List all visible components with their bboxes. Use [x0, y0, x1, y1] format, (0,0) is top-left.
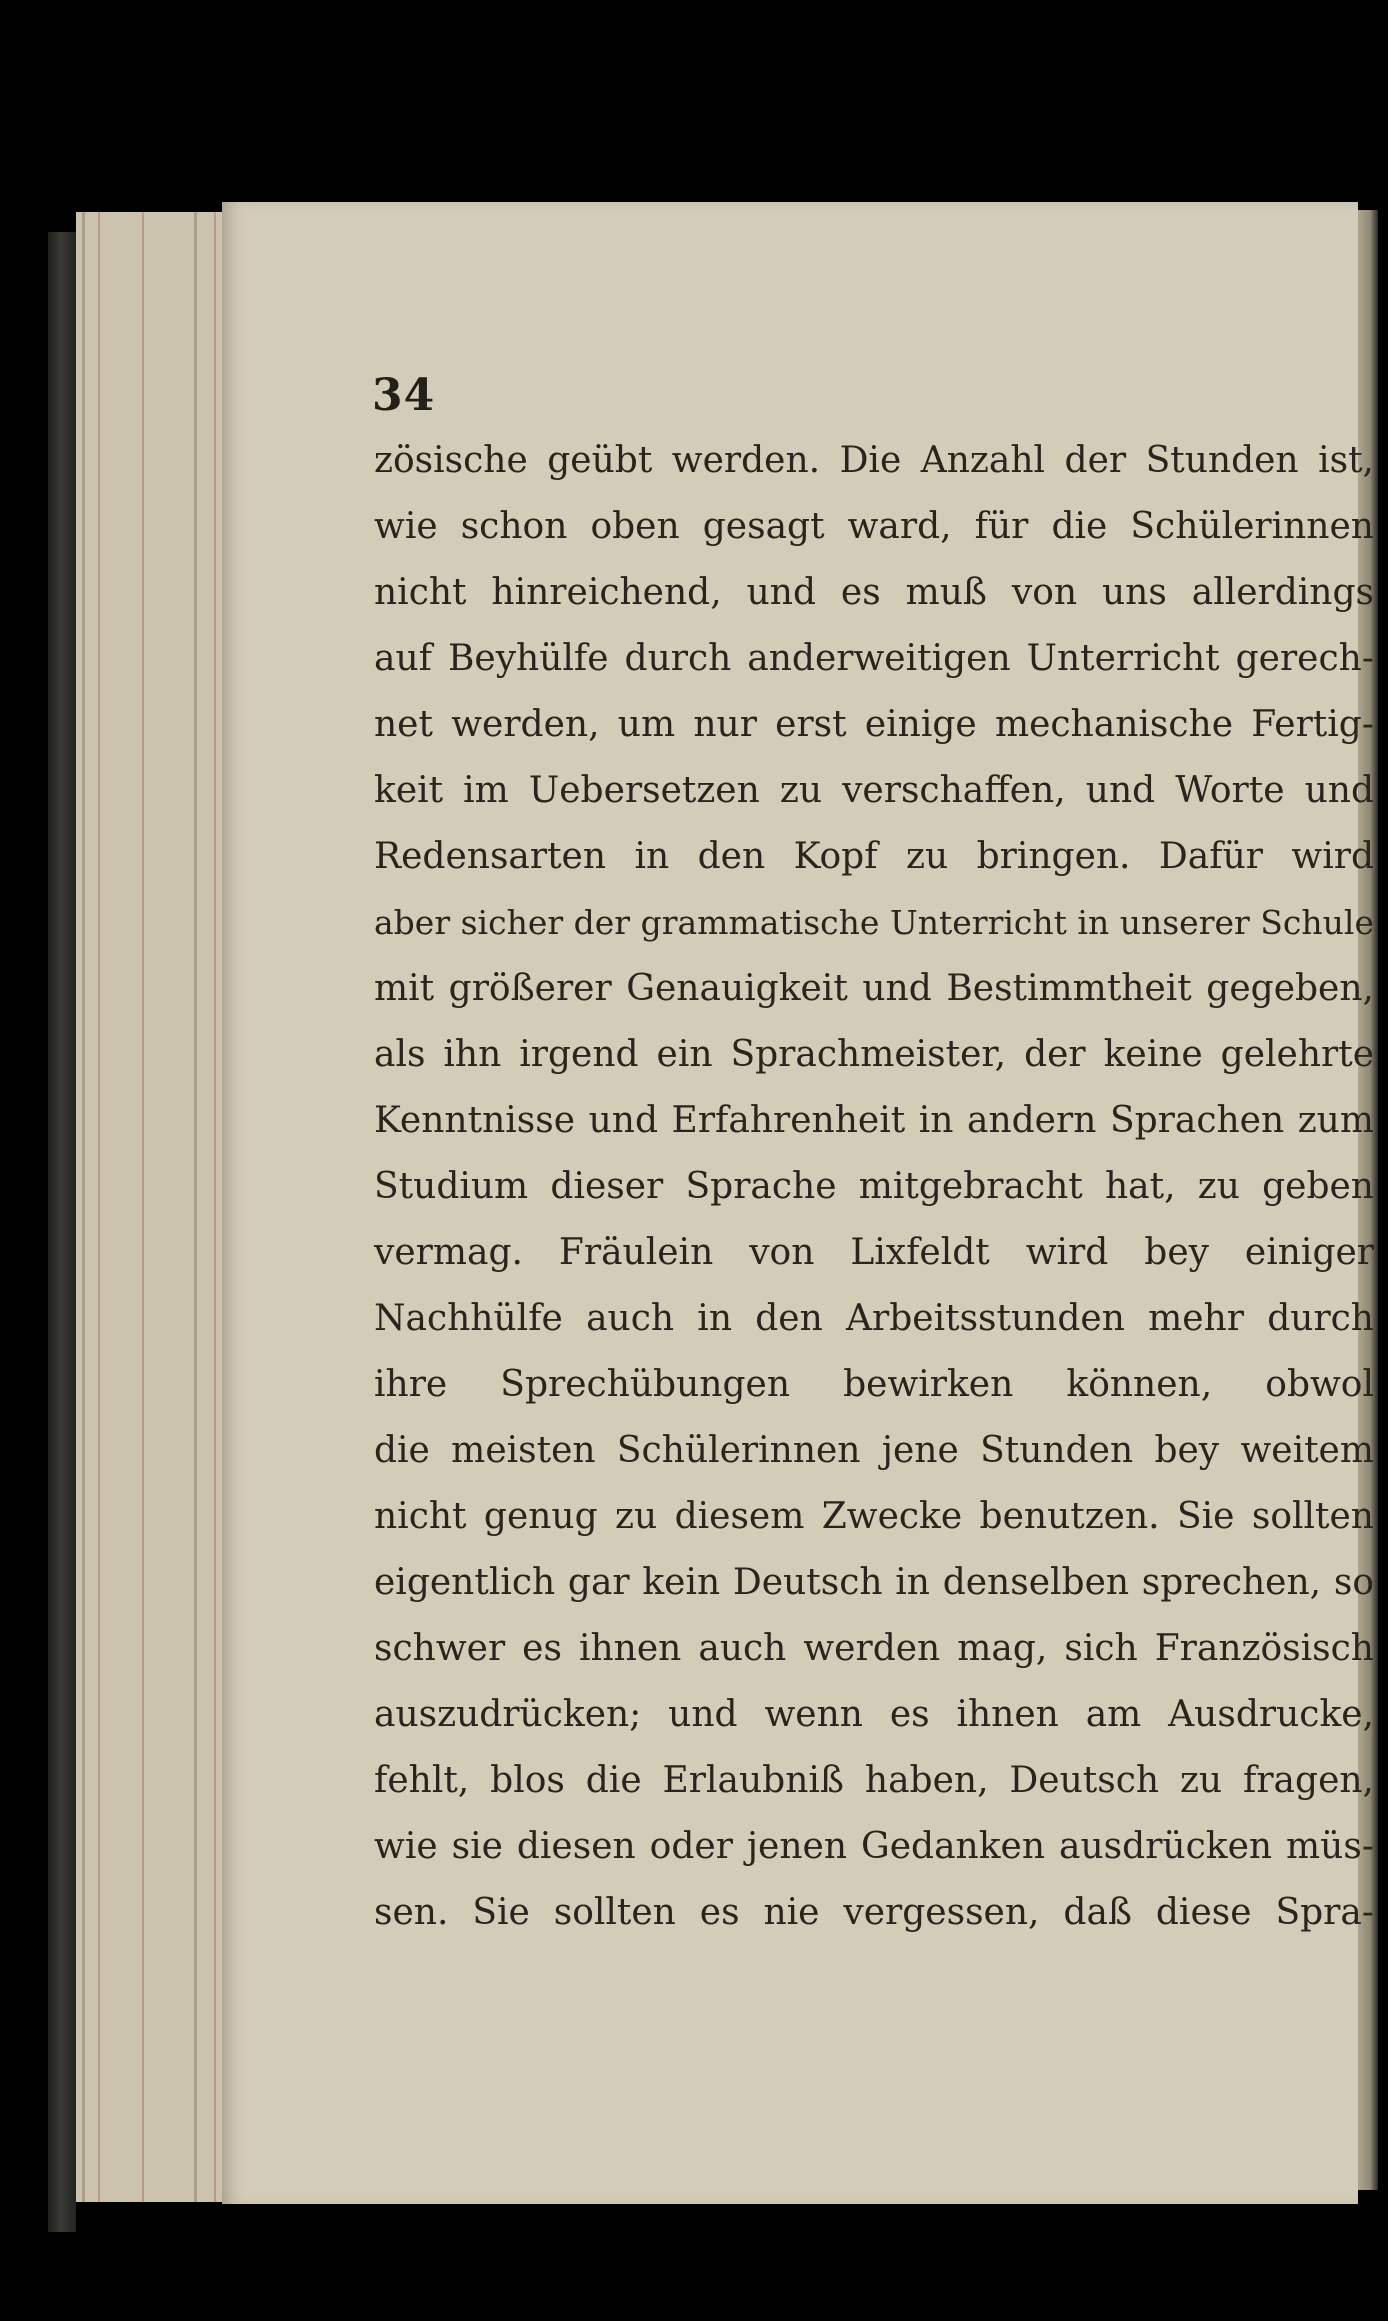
text-line: schwer es ihnen auch werden mag, sich Französisch [374, 1628, 1374, 1669]
book-spine [48, 232, 76, 2232]
text-line: keit im Uebersetzen zu verschaffen, und Worte und [374, 770, 1374, 811]
page-edge-line [142, 212, 144, 2202]
page-edge-shadow [194, 212, 197, 2202]
text-line: nicht hinreichend, und es muß von uns allerdings [374, 572, 1374, 613]
page-edge-line [214, 212, 216, 2202]
text-line: aber sicher der grammatische Unterricht in unserer Schule [374, 903, 1374, 942]
text-line: zösische geübt werden. Die Anzahl der Stunden ist, [374, 440, 1374, 481]
text-line: nicht genug zu diesem Zwecke benutzen. Sie sollten [374, 1496, 1374, 1537]
text-line: wie schon oben gesagt ward, für die Schülerinnen [374, 506, 1374, 547]
text-line: als ihn irgend ein Sprachmeister, der keine gelehrte [374, 1034, 1374, 1075]
book-page [222, 202, 1374, 2204]
text-line: auszudrücken; und wenn es ihnen am Ausdrucke, [374, 1694, 1374, 1735]
text-line: net werden, um nur erst einige mechanische Fertig- [374, 704, 1374, 745]
text-line: Redensarten in den Kopf zu bringen. Dafür wird [374, 836, 1374, 877]
page-edge-line [98, 212, 100, 2202]
page-edge-shadow [82, 212, 85, 2202]
text-line: Kenntnisse und Erfahrenheit in andern Sprachen zum [374, 1100, 1374, 1141]
page-number: 34 [372, 370, 436, 421]
page-edges [76, 212, 226, 2202]
text-line: Nachhülfe auch in den Arbeitsstunden mehr durch [374, 1298, 1374, 1339]
text-line: die meisten Schülerinnen jene Stunden bey weitem [374, 1430, 1374, 1471]
text-line: auf Beyhülfe durch anderweitigen Unterricht gerech- [374, 638, 1374, 679]
text-line: ihre Sprechübungen bewirken können, obwol [374, 1364, 1374, 1405]
text-line: vermag. Fräulein von Lixfeldt wird bey einiger [374, 1232, 1374, 1273]
text-line: sen. Sie sollten es nie vergessen, daß diese Spra- [374, 1892, 1374, 1933]
text-line: Studium dieser Sprache mitgebracht hat, zu geben [374, 1166, 1374, 1207]
text-line: mit größerer Genauigkeit und Bestimmtheit gegeben, [374, 968, 1374, 1009]
text-line: wie sie diesen oder jenen Gedanken ausdrücken müs- [374, 1826, 1374, 1867]
text-line: eigentlich gar kein Deutsch in denselben sprechen, so [374, 1562, 1374, 1603]
text-line: fehlt, blos die Erlaubniß haben, Deutsch zu fragen, [374, 1760, 1374, 1801]
